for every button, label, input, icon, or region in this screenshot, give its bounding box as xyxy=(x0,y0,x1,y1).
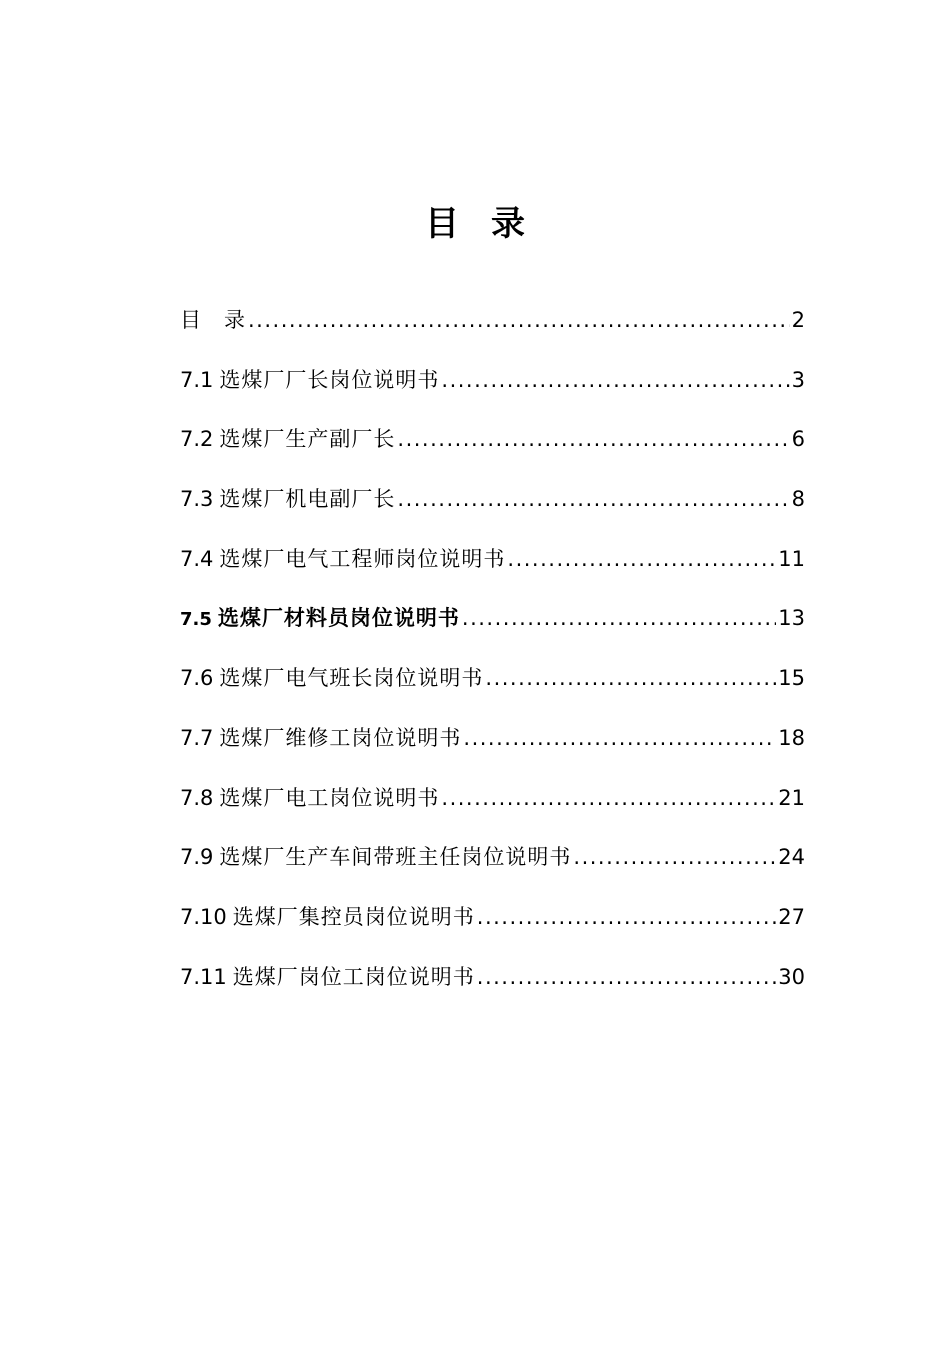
toc-entry-page: 21 xyxy=(778,785,805,810)
toc-entry-page: 6 xyxy=(791,427,805,452)
toc-entry-number: 7.9 xyxy=(180,845,214,870)
toc-entry-label: 选煤厂机电副厂长 xyxy=(219,487,396,512)
toc-entry-number: 7.5 xyxy=(180,609,212,631)
toc-leader-dots xyxy=(462,598,776,638)
toc-entry-label: 选煤厂岗位工岗位说明书 xyxy=(232,964,475,989)
toc-entry-label: 选煤厂电气工程师岗位说明书 xyxy=(219,546,506,571)
toc-entry-number: 7.3 xyxy=(180,487,214,512)
toc-entry[interactable] xyxy=(180,300,805,360)
toc-leader-dots xyxy=(441,778,776,818)
toc-entry-number: 7.6 xyxy=(180,666,214,691)
toc-leader-dots xyxy=(248,300,790,340)
toc-entry-number: 7.10 xyxy=(180,904,227,929)
toc-entry[interactable] xyxy=(180,897,805,957)
toc-leader-dots xyxy=(477,897,777,937)
toc-entry-label: 选煤厂生产车间带班主任岗位说明书 xyxy=(219,845,572,870)
toc-entry-page: 24 xyxy=(778,845,805,870)
toc-leader-dots xyxy=(397,479,789,519)
toc-entry[interactable] xyxy=(180,778,805,838)
toc-entry-number: 7.8 xyxy=(180,785,214,810)
toc-entry-label: 选煤厂电工岗位说明书 xyxy=(219,785,440,810)
toc-leader-dots xyxy=(441,360,789,400)
toc-leader-dots xyxy=(573,837,776,877)
toc-entry-page: 18 xyxy=(778,725,805,750)
toc-entry-label: 选煤厂生产副厂长 xyxy=(219,427,396,452)
toc-entry-page: 30 xyxy=(778,964,805,989)
toc-entry[interactable] xyxy=(180,539,805,599)
toc-entry-label: 目 录 xyxy=(180,308,246,332)
toc-entry[interactable] xyxy=(180,598,805,658)
toc-entry-number: 7.1 xyxy=(180,367,214,392)
toc-entry-page: 2 xyxy=(791,308,805,332)
toc-entry-number: 7.7 xyxy=(180,725,214,750)
toc-entry[interactable] xyxy=(180,718,805,778)
toc-entry[interactable] xyxy=(180,957,805,1017)
toc-entry-page: 3 xyxy=(791,367,805,392)
toc-entry-label: 选煤厂电气班长岗位说明书 xyxy=(219,666,484,691)
toc-leader-dots xyxy=(485,658,776,698)
toc-entry-label: 选煤厂厂长岗位说明书 xyxy=(219,367,440,392)
toc-entry-number: 7.4 xyxy=(180,546,214,571)
toc-entry-page: 15 xyxy=(778,666,805,691)
toc-leader-dots xyxy=(463,718,776,758)
toc-entry-number: 7.2 xyxy=(180,427,214,452)
toc-entry[interactable] xyxy=(180,837,805,897)
toc-entry[interactable] xyxy=(180,658,805,718)
toc-entry-label: 选煤厂维修工岗位说明书 xyxy=(219,725,462,750)
toc-leader-dots xyxy=(397,419,789,459)
toc-entry-number: 7.11 xyxy=(180,964,227,989)
toc-title: 目录 xyxy=(425,204,557,244)
toc-entry[interactable] xyxy=(180,479,805,539)
toc-list xyxy=(180,300,805,1016)
toc-entry[interactable] xyxy=(180,419,805,479)
toc-entry-page: 27 xyxy=(778,904,805,929)
toc-entry-page: 11 xyxy=(778,546,805,571)
toc-entry-page: 13 xyxy=(778,606,805,631)
toc-entry-page: 8 xyxy=(791,487,805,512)
toc-entry-label: 选煤厂材料员岗位说明书 xyxy=(217,606,460,631)
toc-entry[interactable] xyxy=(180,360,805,420)
toc-leader-dots xyxy=(507,539,776,579)
toc-leader-dots xyxy=(477,957,777,997)
toc-entry-label: 选煤厂集控员岗位说明书 xyxy=(232,904,475,929)
